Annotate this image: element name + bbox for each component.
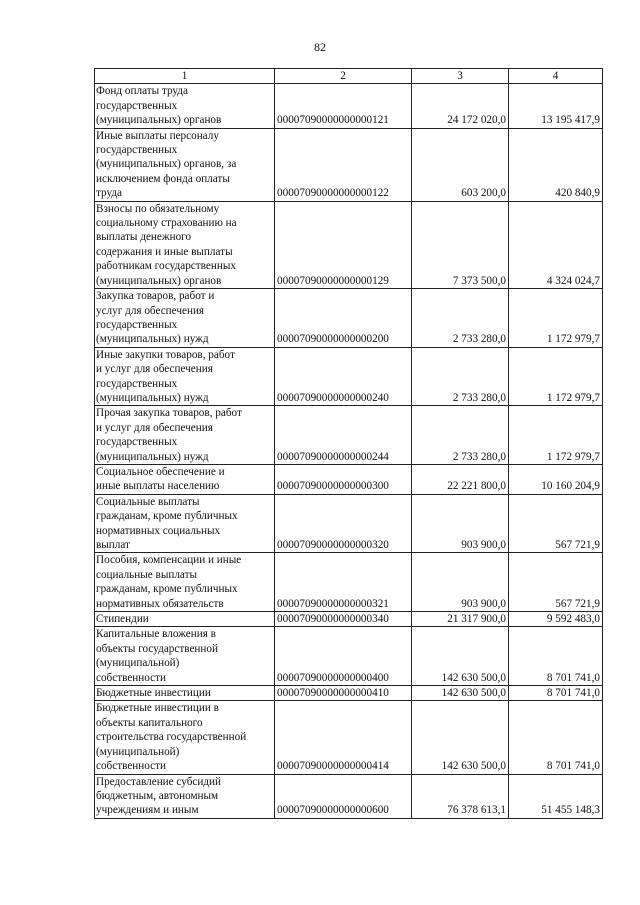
row-name-cell	[95, 128, 275, 201]
row-code-cell: 00007090000000000244	[275, 406, 412, 465]
row-name-line: учреждениям и иным	[96, 804, 199, 817]
row-code-cell: 00007090000000000410	[275, 686, 412, 701]
row-col4-cell: 567 721,9	[509, 494, 603, 553]
row-name-line: Социальное обеспечение и	[96, 465, 225, 478]
row-name-line: государственных	[96, 318, 178, 331]
row-name-line: социальному страхованию на	[96, 217, 237, 230]
row-col4-cell: 13 195 417,9	[509, 84, 603, 128]
table-row	[95, 686, 603, 701]
row-name-line: собственности	[96, 671, 166, 684]
row-col4-cell: 51 455 148,3	[509, 774, 603, 818]
column-header-3: 3	[412, 69, 509, 84]
column-header-4: 4	[509, 69, 603, 84]
row-col3-cell: 22 221 800,0	[412, 464, 509, 494]
table-row	[95, 347, 603, 406]
row-name-cell	[95, 406, 275, 465]
row-name-cell	[95, 553, 275, 612]
row-name-line: Социальные выплаты	[96, 495, 200, 508]
row-col3-cell: 142 630 500,0	[412, 701, 509, 774]
row-name-line: государственных	[96, 99, 178, 112]
row-name-line: работникам государственных	[96, 260, 236, 273]
row-col3-cell: 24 172 020,0	[412, 84, 509, 128]
row-name-cell	[95, 612, 275, 627]
row-name-line: труда	[96, 187, 123, 200]
row-name-line: строительства государственной	[96, 731, 247, 744]
row-code-cell: 00007090000000000200	[275, 289, 412, 348]
row-col4-cell: 9 592 483,0	[509, 612, 603, 627]
table-body	[95, 84, 603, 818]
row-col4-cell: 8 701 741,0	[509, 627, 603, 686]
table-row	[95, 553, 603, 612]
table-row	[95, 128, 603, 201]
row-col4-cell: 4 324 024,7	[509, 201, 603, 288]
row-name-line: собственности	[96, 760, 166, 773]
row-name-line: (муниципальных) органов	[96, 274, 222, 287]
row-name-cell	[95, 464, 275, 494]
row-name-line: нормативных социальных	[96, 524, 221, 537]
row-code-cell: 00007090000000000300	[275, 464, 412, 494]
row-name-line: (муниципальных) органов, за	[96, 158, 237, 171]
column-header-2: 2	[275, 69, 412, 84]
row-code-cell: 00007090000000000400	[275, 627, 412, 686]
row-name-cell	[95, 347, 275, 406]
row-name-line: объекты государственной	[96, 642, 218, 655]
row-name-line: гражданам, кроме публичных	[96, 583, 238, 596]
row-name-line: государственных	[96, 144, 178, 157]
row-col3-cell: 603 200,0	[412, 128, 509, 201]
row-col3-cell: 903 900,0	[412, 494, 509, 553]
row-name-line: (муниципальной)	[96, 745, 180, 758]
row-name-line: государственных	[96, 436, 178, 449]
row-name-line: Закупка товаров, работ и	[96, 290, 215, 303]
row-name-line: Бюджетные инвестиции	[96, 687, 211, 700]
row-name-line: и услуг для обеспечения	[96, 363, 213, 376]
table-row	[95, 464, 603, 494]
row-name-line: нормативных обязательств	[96, 597, 224, 610]
row-col3-cell: 2 733 280,0	[412, 406, 509, 465]
row-name-line: объекты капитального	[96, 716, 203, 729]
row-code-cell: 00007090000000000129	[275, 201, 412, 288]
row-name-cell	[95, 289, 275, 348]
row-col4-cell: 10 160 204,9	[509, 464, 603, 494]
column-header-1: 1	[95, 69, 275, 84]
row-name-line: (муниципальных) органов	[96, 114, 222, 127]
row-name-line: исключением фонда оплаты	[96, 172, 230, 185]
row-name-line: (муниципальной)	[96, 657, 180, 670]
row-name-cell	[95, 627, 275, 686]
row-col4-cell: 8 701 741,0	[509, 686, 603, 701]
row-name-line: Предоставление субсидий	[96, 775, 222, 788]
row-col3-cell: 142 630 500,0	[412, 686, 509, 701]
row-col3-cell: 76 378 613,1	[412, 774, 509, 818]
header-row	[95, 69, 603, 84]
row-col3-cell: 2 733 280,0	[412, 347, 509, 406]
row-name-line: Иные закупки товаров, работ	[96, 348, 235, 361]
row-name-cell	[95, 201, 275, 288]
row-name-line: содержания и иные выплаты	[96, 245, 233, 258]
row-name-line: выплат	[96, 539, 130, 551]
row-name-cell	[95, 686, 275, 701]
row-col4-cell: 1 172 979,7	[509, 406, 603, 465]
row-name-line: Стипендии	[96, 613, 149, 626]
row-name-line: Бюджетные инвестиции в	[96, 702, 219, 715]
row-code-cell: 00007090000000000320	[275, 494, 412, 553]
row-code-cell: 00007090000000000122	[275, 128, 412, 201]
row-name-line: Взносы по обязательному	[96, 202, 220, 215]
row-col3-cell: 7 373 500,0	[412, 201, 509, 288]
table-row	[95, 774, 603, 818]
row-col4-cell: 1 172 979,7	[509, 289, 603, 348]
row-code-cell: 00007090000000000340	[275, 612, 412, 627]
row-name-line: социальные выплаты	[96, 568, 197, 581]
row-name-line: иные выплаты населению	[96, 480, 220, 493]
row-name-cell	[95, 84, 275, 128]
row-name-cell	[95, 774, 275, 818]
row-col3-cell: 21 317 900,0	[412, 612, 509, 627]
row-name-line: гражданам, кроме публичных	[96, 510, 238, 523]
table-row	[95, 494, 603, 553]
table-row	[95, 627, 603, 686]
row-code-cell: 00007090000000000321	[275, 553, 412, 612]
budget-table	[94, 68, 603, 819]
row-name-line: Иные выплаты персоналу	[96, 129, 219, 142]
row-col4-cell: 8 701 741,0	[509, 701, 603, 774]
row-name-line: (муниципальных) нужд	[96, 391, 209, 404]
table-row	[95, 289, 603, 348]
row-name-line: Капитальные вложения в	[96, 628, 216, 641]
row-name-line: услуг для обеспечения	[96, 304, 205, 317]
row-name-cell	[95, 701, 275, 774]
row-code-cell: 00007090000000000240	[275, 347, 412, 406]
row-name-line: выплаты денежного	[96, 231, 192, 244]
row-code-cell: 00007090000000000121	[275, 84, 412, 128]
row-name-line: и услуг для обеспечения	[96, 421, 213, 434]
row-col4-cell: 420 840,9	[509, 128, 603, 201]
page-number: 82	[314, 40, 326, 54]
row-name-line: Пособия, компенсации и иные	[96, 554, 242, 567]
row-code-cell: 00007090000000000600	[275, 774, 412, 818]
row-col3-cell: 2 733 280,0	[412, 289, 509, 348]
row-col4-cell: 1 172 979,7	[509, 347, 603, 406]
row-col3-cell: 903 900,0	[412, 553, 509, 612]
row-name-cell	[95, 494, 275, 553]
table-row	[95, 406, 603, 465]
row-code-cell: 00007090000000000414	[275, 701, 412, 774]
row-col3-cell: 142 630 500,0	[412, 627, 509, 686]
table-row	[95, 201, 603, 288]
row-name-line: Фонд оплаты труда	[96, 85, 188, 98]
row-name-line: (муниципальных) нужд	[96, 333, 209, 346]
row-name-line: бюджетным, автономным	[96, 789, 219, 802]
row-name-line: (муниципальных) нужд	[96, 450, 209, 463]
table-row	[95, 612, 603, 627]
table-row	[95, 84, 603, 128]
row-name-line: государственных	[96, 377, 178, 390]
row-name-line: Прочая закупка товаров, работ	[96, 407, 242, 420]
row-col4-cell: 567 721,9	[509, 553, 603, 612]
table-row	[95, 701, 603, 774]
